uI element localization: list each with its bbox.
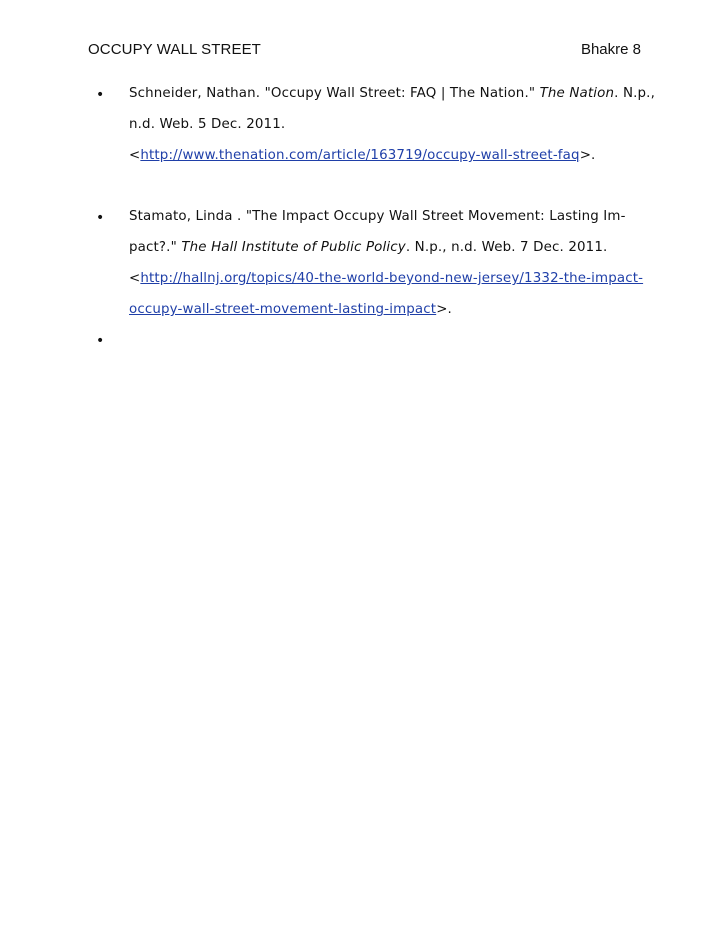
url-close-bracket: >. (579, 148, 596, 163)
citation-line (129, 146, 595, 166)
citation-source-title: The Hall Institute of Public Policy (181, 240, 406, 255)
citation-text: pact?." (129, 240, 182, 255)
running-head-title: OCCUPY WALL STREET (88, 41, 261, 58)
citation-text: Schneider, Nathan. "Occupy Wall Street: FAQ | The Nation." (129, 86, 540, 101)
citation-text: Stamato, Linda . "The Impact Occupy Wall Street Movement: Lasting Im- (129, 209, 626, 224)
page-header (88, 41, 641, 61)
empty-list-bullet: • (96, 333, 105, 349)
citation-line (129, 207, 626, 227)
url-open-bracket: < (129, 271, 141, 286)
url-close-bracket: >. (436, 302, 452, 317)
citation-url-link-continued[interactable]: occupy-wall-street-movement-lasting-impact (129, 302, 437, 317)
citation-line (129, 84, 655, 104)
citation-line (129, 300, 452, 320)
list-bullet: • (96, 87, 105, 103)
citation-line (129, 269, 643, 289)
citation-text: n.d. Web. 5 Dec. 2011. (129, 117, 286, 132)
url-open-bracket: < (129, 148, 141, 163)
page-number: Bhakre 8 (580, 41, 641, 58)
citation-line (129, 238, 607, 258)
citation-source-title: The Nation (539, 86, 615, 101)
citation-text: . N.p., n.d. Web. 7 Dec. 2011. (405, 240, 608, 255)
citation-url-link[interactable]: http://hallnj.org/topics/40-the-world-beyond-new-jersey/1332-the-impact- (140, 271, 644, 286)
citation-url-link[interactable]: http://www.thenation.com/article/163719/occupy-wall-street-faq (140, 148, 580, 163)
list-bullet: • (96, 210, 105, 226)
citation-text: . N.p., (614, 86, 655, 101)
citation-line (129, 115, 285, 135)
